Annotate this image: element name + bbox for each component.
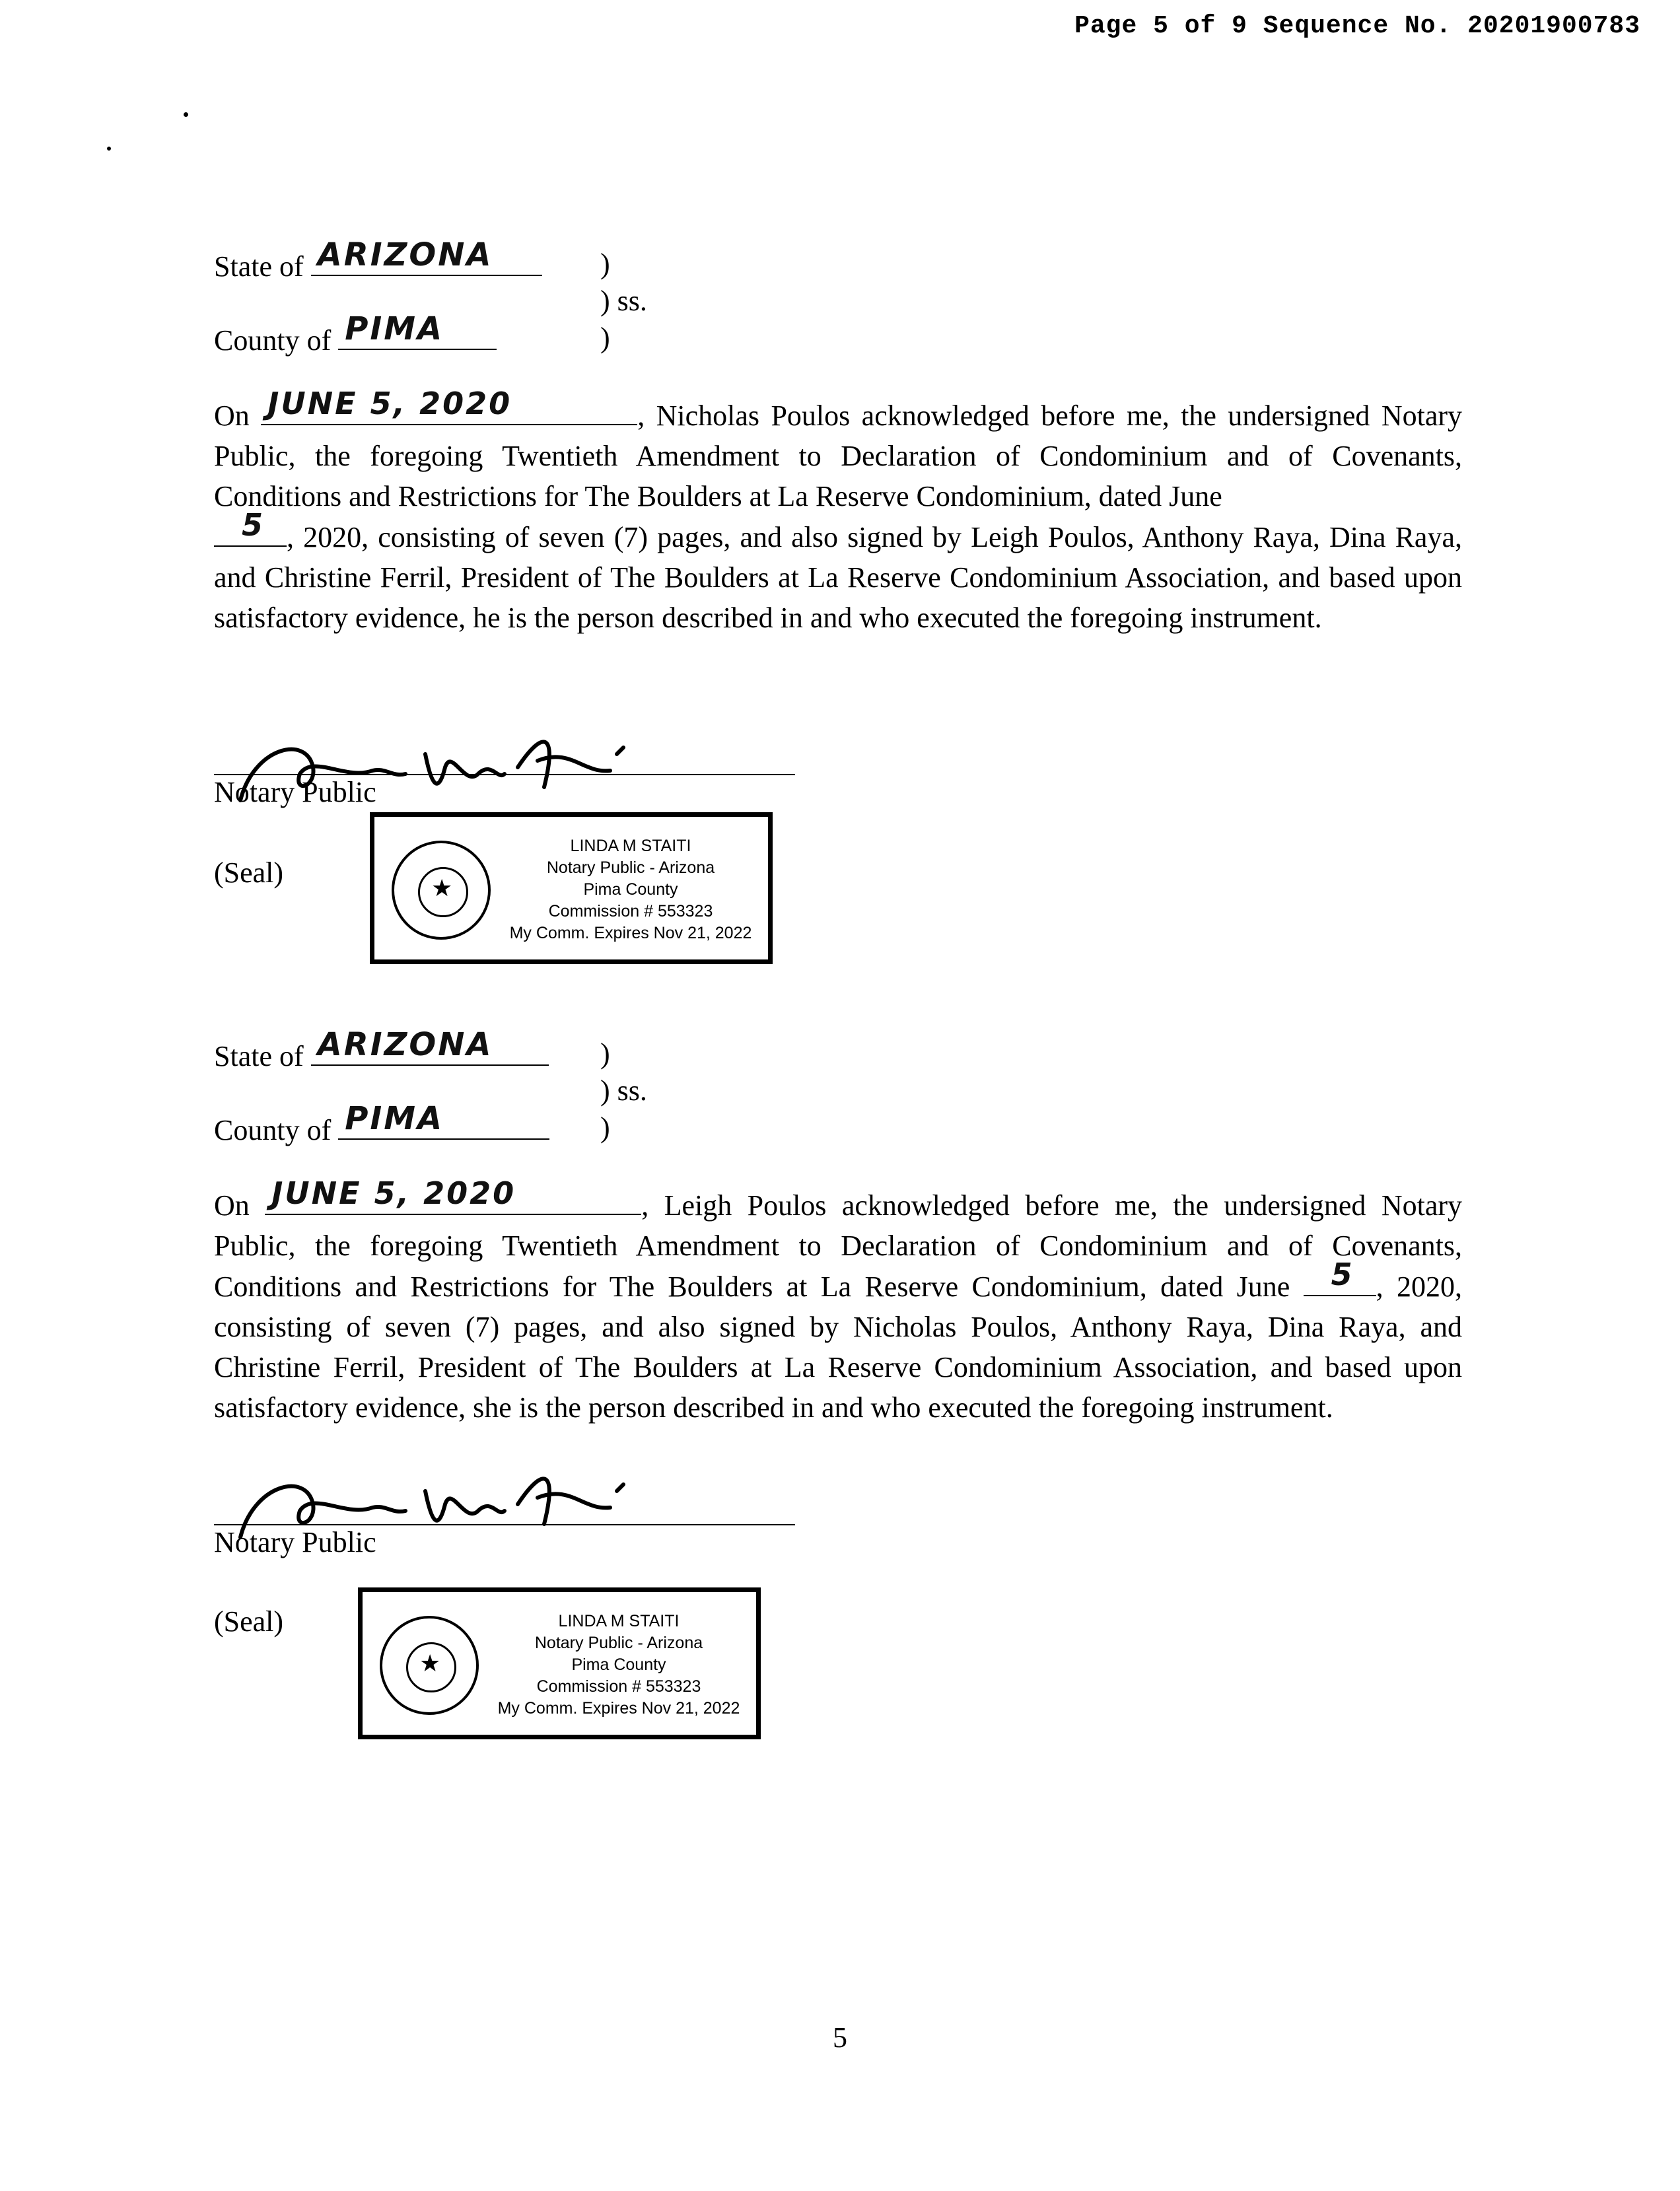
state-seal-emblem-icon: ★ — [392, 841, 491, 940]
page-number: 5 — [833, 2021, 847, 2054]
seal-notary-title: Notary Public - Arizona — [534, 1634, 703, 1652]
state-seal-emblem-icon: ★ — [380, 1616, 479, 1715]
paren-bottom: ) — [600, 1111, 610, 1144]
date-field — [261, 386, 637, 425]
day-field — [1304, 1257, 1376, 1296]
seal-notary-name: LINDA M STAITI — [570, 837, 691, 855]
day-field — [214, 507, 287, 547]
paren-top: ) — [600, 1037, 610, 1070]
seal-county: Pima County — [571, 1655, 666, 1674]
seal-label: (Seal) — [214, 856, 284, 889]
seal-expiration: My Comm. Expires Nov 21, 2022 — [497, 1699, 740, 1718]
venue-section — [214, 236, 1462, 357]
paren-top: ) — [600, 248, 610, 280]
venue-section — [214, 1026, 1462, 1146]
seal-notary-title: Notary Public - Arizona — [546, 858, 715, 877]
seal-commission: Commission # 553323 — [536, 1677, 701, 1696]
scan-speck — [184, 112, 188, 117]
paren-ss: ) ss. — [600, 1074, 647, 1107]
date-handwritten: JUNE 5, 2020 — [267, 386, 512, 421]
state-field — [311, 1026, 549, 1066]
seal-expiration: My Comm. Expires Nov 21, 2022 — [509, 924, 752, 942]
paragraph-text-1: , Nicholas Poulos acknowledged before me, the undersigned Notary Public, the foregoing Twentieth Amendment to Declaration of Condominium and of Covenants, Conditions and Restrictions for The Boulders at La Reserve Condominium, dated June — [214, 400, 1463, 512]
notary-public-label: Notary Public — [214, 776, 376, 808]
date-field — [265, 1175, 641, 1215]
date-handwritten: JUNE 5, 2020 — [271, 1175, 516, 1211]
seal-label: (Seal) — [214, 1605, 284, 1638]
scan-speck — [107, 147, 111, 151]
state-field — [311, 236, 542, 276]
county-label: County of — [214, 1114, 332, 1146]
seal-notary-name: LINDA M STAITI — [558, 1612, 680, 1630]
day-handwritten: 5 — [1331, 1257, 1354, 1292]
on-label: On — [214, 1189, 250, 1222]
notary-block-2 — [214, 1026, 1463, 1718]
county-field — [338, 310, 497, 350]
acknowledgment-paragraph — [214, 386, 1463, 638]
notary-seal-stamp — [358, 1587, 761, 1739]
state-label: State of — [214, 1040, 304, 1072]
notary-public-label: Notary Public — [214, 1526, 376, 1558]
paren-ss: ) ss. — [600, 285, 647, 317]
seal-county: Pima County — [583, 880, 678, 899]
notary-seal-stamp — [370, 812, 773, 964]
paragraph-text-1: , Leigh Poulos acknowledged before me, the undersigned Notary Public, the foregoing Twentieth Amendment to Declaration of Condominium and of Covenants, Conditions and Restrictions for The Boulders at La Reserve Condominium, dated June — [214, 1189, 1463, 1303]
county-field — [338, 1100, 549, 1140]
state-label: State of — [214, 250, 304, 283]
paragraph-text-2: , 2020, consisting of seven (7) pages, and also signed by Leigh Poulos, Anthony Raya, Dina Raya, and Christine Ferril, President of The Boulders at La Reserve Condominium Association, and based upon satisfactory evidence, he is the person described in and who executed the foregoing instrument. — [214, 521, 1462, 634]
county-handwritten-value: PIMA — [345, 310, 444, 347]
acknowledgment-paragraph — [214, 1175, 1463, 1428]
paren-bottom: ) — [600, 322, 610, 354]
state-handwritten-value: ARIZONA — [317, 1026, 493, 1063]
notary-block-1 — [214, 236, 1463, 942]
county-handwritten-value: PIMA — [345, 1100, 444, 1137]
day-handwritten: 5 — [242, 507, 265, 543]
state-handwritten-value: ARIZONA — [317, 236, 493, 273]
on-label: On — [214, 400, 250, 432]
county-label: County of — [214, 324, 332, 357]
seal-commission: Commission # 553323 — [548, 902, 713, 921]
page-sequence-header: Page 5 of 9 Sequence No. 20201900783 — [1074, 12, 1640, 40]
paragraph-text-2: , 2020, consisting of seven (7) pages, and also signed by Nicholas Poulos, Anthony Raya, Dina Raya, and Christine Ferril, President of The Boulders at La Reserve Condominium Association, and based upon satisfactory evidence, she is the person described in and who executed the foregoing instrument. — [214, 1270, 1462, 1424]
